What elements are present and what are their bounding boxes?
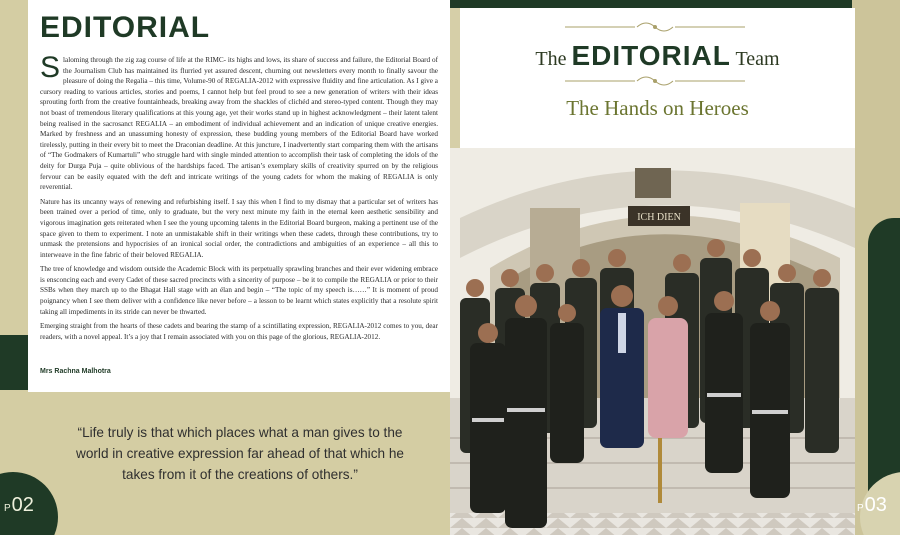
page-number-right: P03 [857,494,887,516]
team-subtitle: The Hands on Heroes [566,96,749,120]
article-paragraph-3: The tree of knowledge and wisdom outside the Academic Block with its perpetually sprawling branches and their ever widening embrace is ensconcing each and every Cadet of these sacred precincts with a sincerity of purpose – be it to compile the REGALIA or prior to their SSBs when they march up to the Bhagat Hall stage with an élan and begin – “The topic of my speech is……” It is moment of proud poignancy when I see them deliver with a confidence like never before – a lesson to be learnt which states explicitly that a resolute spirit taking all impediments in its stride can never be thwarted. [40,265,438,316]
editorial-title: EDITORIAL [40,11,211,44]
ornament-divider-top [565,20,745,34]
side-strip-dark [868,218,900,508]
team-header [460,8,855,148]
left-dark-band [0,335,28,390]
article-panel [28,0,450,392]
article-paragraph-1: Slaloming through the zig zag course of life at the RIMC- its highs and lows, its share of success and failure, the Editorial Board of the Journalism Club has maintained its flurried yet assured descent, churning out newsletters every month to finally savour the pleasure of doing the Regalia – this time, Volume-90 of REGALIA-2012 with expressive fluidity and fine articulation. As I give a cursory reading to various articles, stories and poems, I cannot help but feel proud to see a new generation of writers with their ideas sprouting forth from the creative fountainheads, breaking away from the shackles of clichéd and stereo-typed content. Though they may not boast of tremendous literary qualifications at this young age, yet their works stand up in highest acknowledgment – their latent talent being realised in the sacrosanct REGALIA – an embodiment of individual achievement and an indication of unique creative energies. Marked by freshness and an unassuming honesty of expression, these budding young members of the Editorial Board have worked tirelessly, putting in their every bit to meet the Draconian deadline. At this juncture, I inadvertently start comparing them with the artisans of “The Godmakers of Kumartuli” who struggle hard with single minded attention to accomplish their task of completing the idols of the deity for Durga Puja – quite oblivious of the hardships faced. The artisan’s exemplary skills of creativity spurred on by the religious fervour can be easily equated with the deft and intricate writings of the young cadets for whom the making of REGALIA is only reverential. [40,51,438,192]
building-sign: ICH DIEN [637,212,681,223]
article-body [40,51,438,346]
right-page [450,0,900,535]
team-photo [450,148,855,535]
drop-cap: S [40,51,61,84]
top-bar [450,0,852,8]
article-paragraph-2: Nature has its uncanny ways of renewing and refurbishing itself. I say this when I find to my dismay that a particular set of writers has been trained over a period of time, only to graduate, but the very next minute my faith in the eternal keen aesthetic sensibility and vigorous imagination gets reiterated when I see the young upcoming talents in the Editorial Board burgeon, making a pertinent use of the space given to them to experiment. I note an unmistakable shift in their writings when these cadets, through these contributions, try to unmask the pretensions and hypocrisies of an ironical social order, the contradictions and ambiguities of an experience – all this to interweave in the fine fabric of their beloved REGALIA. [40,197,438,259]
team-title: The EDITORIAL Team [535,40,780,71]
article-paragraph-4: Emerging straight from the hearts of these cadets and bearing the stamp of a scintillating expression, REGALIA-2012 comes to you, dear readers, with a novel appeal. It’s a joy that I remain associated with you on this page of the glorious, REGALIA-2012. [40,322,438,341]
page-number-left: P02 [4,494,34,516]
author-signature: Mrs Rachna Malhotra [40,368,111,375]
ornament-divider-bottom [565,74,745,88]
pull-quote: “Life truly is that which places what a man gives to the world in creative expression far ahead of that which he takes from it of the creations of others.” [76,425,404,482]
